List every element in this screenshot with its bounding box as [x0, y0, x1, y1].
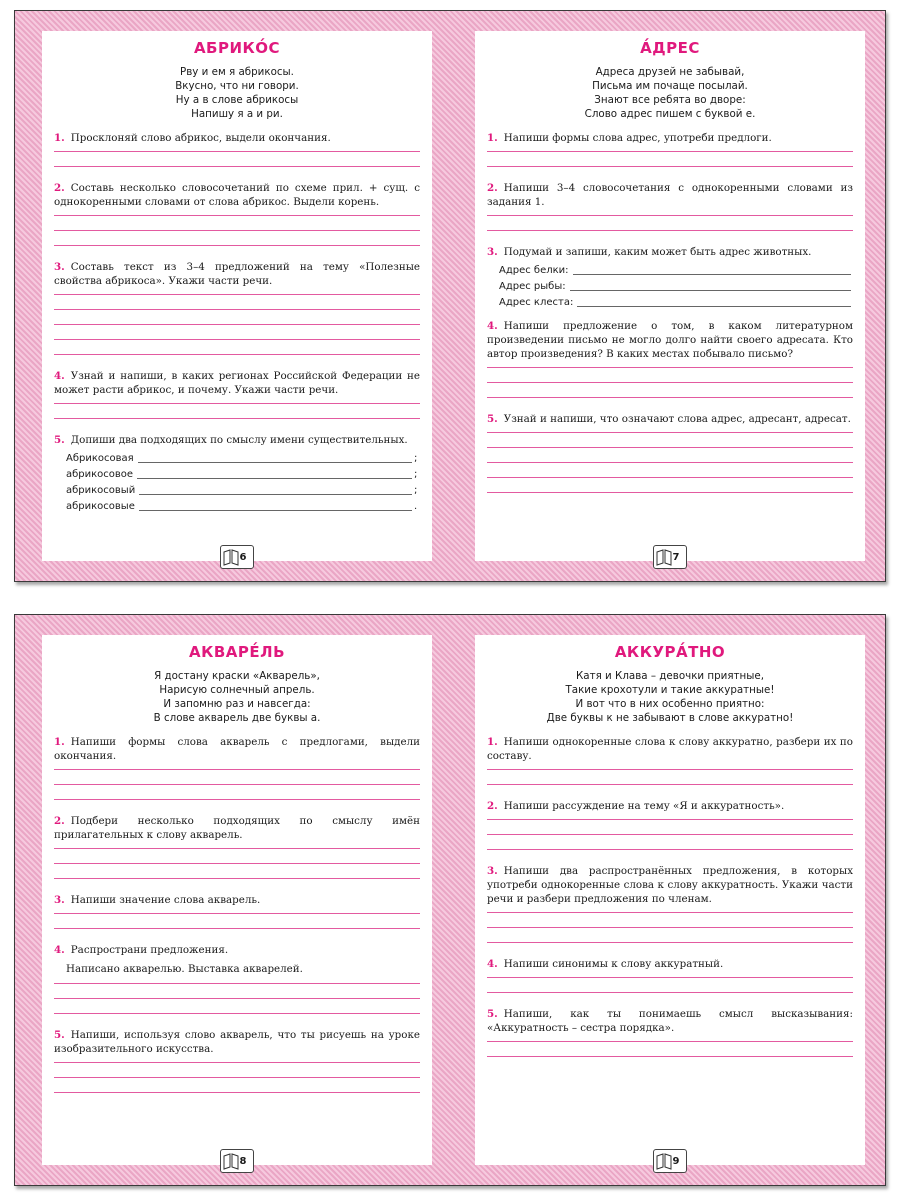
task-text: Узнай и напиши, в каких регионах Российской Федерации не может расти абрикос, и почему. Укажи части речи. — [54, 370, 420, 396]
task-number: 3. — [487, 246, 498, 258]
poem-line: Напишу я а и ри. — [191, 108, 283, 120]
task-number: 4. — [487, 320, 498, 332]
poem-line: Знают все ребята во дворе: — [594, 94, 746, 106]
fill-in-row[interactable] — [66, 501, 420, 513]
task-number: 4. — [487, 958, 498, 970]
task-3 — [487, 245, 853, 309]
writing-line[interactable] — [487, 447, 853, 448]
task-text: Напиши предложение о том, в каком литературном произведении письмо не могло долго найти своего адресата. Кто автор произведения? В каких местах побывало письмо? — [487, 320, 853, 360]
poem-line: Рву и ем я абрикосы. — [180, 66, 294, 78]
page-title: АКВАРЕ́ЛЬ — [188, 643, 286, 661]
task-text: Составь несколько словосочетаний по схеме прил. + сущ. с однокоренными словами от слова абрикос. Выдели корень. — [54, 182, 420, 208]
poem — [54, 65, 420, 121]
writing-line[interactable] — [487, 166, 853, 167]
task-text: Напиши рассуждение на тему «Я и аккуратность». — [503, 800, 785, 812]
writing-line[interactable] — [487, 230, 853, 231]
fill-in-row[interactable] — [66, 453, 420, 465]
fill-blank[interactable] — [138, 461, 412, 463]
writing-line[interactable] — [487, 397, 853, 398]
task-text: Напиши однокоренные слова к слову аккуратно, разбери их по составу. — [487, 736, 853, 762]
fill-end: . — [414, 501, 418, 512]
writing-line[interactable] — [487, 992, 853, 993]
fill-label: Абрикосовая — [66, 453, 134, 464]
task-number: 5. — [54, 434, 65, 446]
task-text: Составь текст из 3–4 предложений на тему «Полезные свойства абрикоса». Укажи части речи. — [54, 261, 420, 287]
task-number: 2. — [54, 815, 65, 827]
page-number: 6 — [239, 551, 247, 563]
fill-end: ; — [414, 485, 418, 496]
task-3 — [54, 893, 420, 929]
writing-line[interactable] — [487, 1056, 853, 1057]
fill-label: Адрес рыбы: — [499, 281, 566, 292]
task-5 — [54, 433, 420, 513]
poem-line: И вот что в них особенно приятно: — [575, 698, 765, 710]
task-2 — [54, 181, 420, 246]
task-2 — [487, 181, 853, 231]
poem-line: Две буквы к не забывают в слове аккуратно! — [546, 712, 794, 724]
page-number-badge — [220, 1149, 254, 1173]
poem-line: И запомню раз и навсегда: — [163, 698, 311, 710]
page-number: 9 — [672, 1155, 680, 1167]
task-3 — [487, 864, 853, 943]
writing-line[interactable] — [54, 1077, 420, 1078]
book-spread-2 — [14, 614, 886, 1186]
fill-label: абрикосовые — [66, 501, 135, 512]
task-number: 1. — [487, 736, 498, 748]
task-number: 1. — [54, 132, 65, 144]
task-text: Распространи предложения. — [70, 944, 229, 956]
writing-line[interactable] — [54, 848, 420, 849]
writing-line[interactable] — [54, 1013, 420, 1014]
writing-line[interactable] — [54, 339, 420, 340]
task-number: 2. — [487, 800, 498, 812]
task-2 — [487, 799, 853, 850]
task-number: 5. — [487, 413, 498, 425]
task-5 — [54, 1028, 420, 1093]
writing-line[interactable] — [54, 799, 420, 800]
fill-label: абрикосовое — [66, 469, 134, 480]
page-number: 7 — [672, 551, 680, 563]
page-title: АККУРА́ТНО — [614, 643, 726, 661]
task-4 — [487, 319, 853, 398]
task-number: 3. — [487, 865, 498, 877]
task-number: 4. — [54, 944, 65, 956]
task-text: Подумай и запиши, каким может быть адрес животных. — [503, 246, 812, 258]
writing-line[interactable] — [54, 245, 420, 246]
task-1 — [487, 131, 853, 167]
task-4 — [54, 943, 420, 1014]
task-number: 3. — [54, 894, 65, 906]
task-text: Напиши формы слова адрес, употреби предлоги. — [503, 132, 772, 144]
page-accurately — [475, 635, 865, 1165]
task-1 — [54, 131, 420, 167]
poem-line: Слово адрес пишем с буквой е. — [584, 108, 756, 120]
writing-line[interactable] — [54, 166, 420, 167]
writing-line[interactable] — [54, 983, 420, 984]
task-text: Подбери несколько подходящих по смыслу имён прилагательных к слову акварель. — [54, 815, 420, 841]
task-number: 1. — [54, 736, 65, 748]
writing-line[interactable] — [487, 151, 853, 152]
page-address — [475, 31, 865, 561]
writing-line[interactable] — [487, 462, 853, 463]
task-1 — [54, 735, 420, 800]
book-icon — [223, 548, 239, 566]
task-number: 2. — [54, 182, 65, 194]
writing-line[interactable] — [54, 215, 420, 216]
task-subtext: Написано акварелью. Выставка акварелей. — [66, 963, 303, 975]
task-text: Допиши два подходящих по смыслу имени существительных. — [70, 434, 408, 446]
fill-blank[interactable] — [139, 509, 412, 511]
writing-line[interactable] — [487, 942, 853, 943]
page-number-badge — [653, 545, 687, 569]
task-text: Напиши, как ты понимаешь смысл высказывания: «Аккуратность – сестра порядка». — [487, 1008, 853, 1034]
task-number: 1. — [487, 132, 498, 144]
task-text: Напиши формы слова акварель с предлогами, выдели окончания. — [54, 736, 420, 762]
poem — [487, 65, 853, 121]
writing-line[interactable] — [54, 418, 420, 419]
writing-line[interactable] — [54, 998, 420, 999]
writing-line[interactable] — [487, 215, 853, 216]
poem-line: Вкусно, что ни говори. — [175, 80, 299, 92]
writing-line[interactable] — [54, 309, 420, 310]
writing-line[interactable] — [487, 432, 853, 433]
task-text: Напиши 3–4 словосочетания с однокоренными словами из задания 1. — [487, 182, 853, 208]
writing-line[interactable] — [54, 230, 420, 231]
poem-line: Письма им почаще посылай. — [592, 80, 748, 92]
writing-line[interactable] — [54, 403, 420, 404]
page-apricot — [42, 31, 432, 561]
fill-blank[interactable] — [570, 289, 851, 291]
writing-line[interactable] — [487, 367, 853, 368]
writing-line[interactable] — [487, 382, 853, 383]
task-number: 5. — [54, 1029, 65, 1041]
writing-line[interactable] — [54, 863, 420, 864]
writing-line[interactable] — [54, 913, 420, 914]
book-icon — [656, 548, 672, 566]
book-spread-1 — [14, 10, 886, 582]
poem-line: Такие крохотули и такие аккуратные! — [565, 684, 775, 696]
task-1 — [487, 735, 853, 785]
fill-label: Адрес клеста: — [499, 297, 574, 308]
page-title: АБРИКО́С — [193, 39, 281, 57]
writing-line[interactable] — [54, 1092, 420, 1093]
fill-blank[interactable] — [573, 273, 851, 275]
task-number: 5. — [487, 1008, 498, 1020]
fill-in-row[interactable] — [499, 281, 853, 293]
writing-line[interactable] — [54, 784, 420, 785]
poem-line: Нарисую солнечный апрель. — [159, 684, 315, 696]
writing-line[interactable] — [487, 769, 853, 770]
writing-line[interactable] — [54, 878, 420, 879]
fill-in-row[interactable] — [499, 297, 853, 309]
task-number: 3. — [54, 261, 65, 273]
page-watercolor — [42, 635, 432, 1165]
writing-line[interactable] — [54, 1062, 420, 1063]
page-number: 8 — [239, 1155, 247, 1167]
writing-line[interactable] — [487, 927, 853, 928]
writing-line[interactable] — [487, 819, 853, 820]
writing-line[interactable] — [487, 912, 853, 913]
task-text: Просклоняй слово абрикос, выдели окончания. — [70, 132, 331, 144]
task-2 — [54, 814, 420, 879]
writing-line[interactable] — [54, 928, 420, 929]
poem-line: Катя и Клава – девочки приятные, — [575, 670, 765, 682]
fill-end: ; — [414, 469, 418, 480]
fill-label: абрикосовый — [66, 485, 136, 496]
page-number-badge — [220, 545, 254, 569]
task-3 — [54, 260, 420, 355]
writing-line[interactable] — [54, 769, 420, 770]
fill-in-row[interactable] — [66, 485, 420, 497]
writing-line[interactable] — [54, 354, 420, 355]
task-number: 4. — [54, 370, 65, 382]
book-icon — [223, 1152, 239, 1170]
writing-line[interactable] — [54, 151, 420, 152]
book-icon — [656, 1152, 672, 1170]
fill-label: Адрес белки: — [499, 265, 569, 276]
task-5 — [487, 412, 853, 493]
writing-line[interactable] — [487, 784, 853, 785]
task-4 — [54, 369, 420, 419]
fill-blank[interactable] — [577, 305, 851, 307]
writing-line[interactable] — [487, 492, 853, 493]
poem-line: Ну а в слове абрикосы — [175, 94, 299, 106]
task-text: Напиши два распространённых предложения, в которых употреби однокоренные слова к слову аккуратность. Укажи части речи и разбери предложения по членам. — [487, 865, 853, 905]
page-number-badge — [653, 1149, 687, 1173]
task-text: Узнай и напиши, что означают слова адрес, адресант, адресат. — [503, 413, 851, 425]
task-text: Напиши значение слова акварель. — [70, 894, 261, 906]
writing-line[interactable] — [54, 324, 420, 325]
writing-line[interactable] — [54, 294, 420, 295]
writing-line[interactable] — [487, 477, 853, 478]
poem — [54, 669, 420, 725]
poem — [487, 669, 853, 725]
writing-line[interactable] — [487, 1041, 853, 1042]
fill-end: ; — [414, 453, 418, 464]
fill-blank[interactable] — [137, 477, 412, 479]
task-4 — [487, 957, 853, 993]
task-5 — [487, 1007, 853, 1057]
poem-line: Адреса друзей не забывай, — [595, 66, 745, 78]
writing-line[interactable] — [487, 834, 853, 835]
poem-line: Я достану краски «Акварель», — [154, 670, 320, 682]
writing-line[interactable] — [487, 977, 853, 978]
task-number: 2. — [487, 182, 498, 194]
task-text: Напиши синонимы к слову аккуратный. — [503, 958, 724, 970]
task-text: Напиши, используя слово акварель, что ты рисуешь на уроке изобразительного искусства. — [54, 1029, 420, 1055]
writing-line[interactable] — [487, 849, 853, 850]
fill-in-row[interactable] — [66, 469, 420, 481]
fill-in-row[interactable] — [499, 265, 853, 277]
fill-blank[interactable] — [139, 493, 412, 495]
poem-line: В слове акварель две буквы а. — [153, 712, 321, 724]
page-title: А́ДРЕС — [640, 39, 700, 57]
